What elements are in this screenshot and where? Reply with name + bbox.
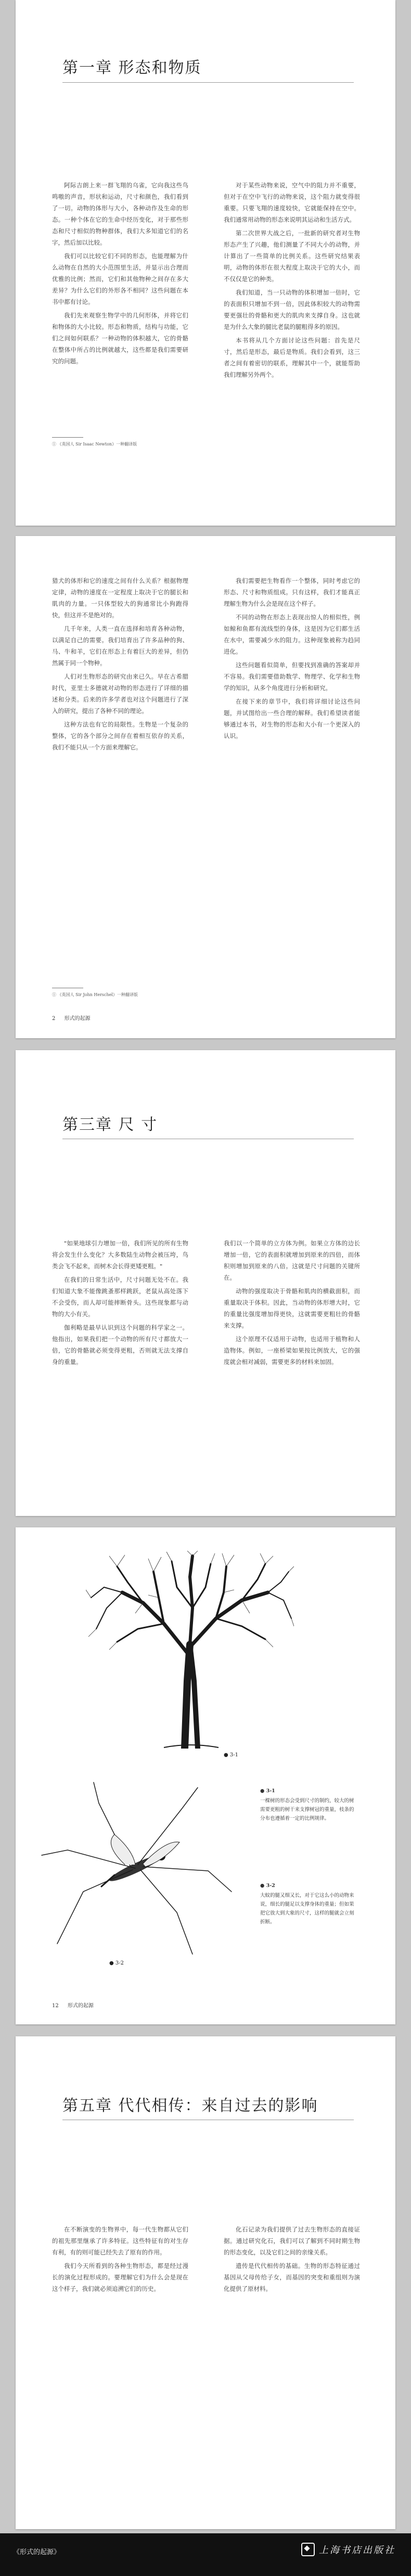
page-footer xyxy=(52,1014,91,1022)
paragraph: 化石记录为我们提供了过去生物形态的直接证据。通过研究化石，我们可以了解到不同时期生物的形态变化，以及它们之间的亲缘关系。 xyxy=(224,2226,360,2256)
page-5 xyxy=(16,2036,395,2529)
paragraph: 我们知道，当一只动物的体积增加一倍时，它的表面积只增加不到一倍，因此体积较大的动物需要更强壮的骨骼和更大的肌肉来支撑自身。这也就是为什么大象的腿比老鼠的腿粗得多的原因。 xyxy=(224,289,360,330)
paragraph: 动物的强度取决于骨骼和肌肉的横截面积，而重量取决于体积。因此，当动物的体形增大时，它的重量比强度增加得更快，这就需要更粗壮的骨骼来支撑。 xyxy=(224,1287,360,1329)
footnote: ① 《英国人 Sir Isaac Newton》一种翻译版 xyxy=(52,442,137,447)
footnote: ① 《英国人 Sir John Herschel》一种翻译版 xyxy=(52,992,138,997)
paragraph: 我们先来观察生物学中的几何形体，并将它们和物体的大小比较。形态和物质，结构与功能，它们之间如何联系？一种动物的体积越大，它的骨骼在整体中所占的比例就越大，这些都是我们需要研究的问题。 xyxy=(52,312,188,365)
tree-illustration xyxy=(86,1551,294,1749)
page-footer xyxy=(52,2001,94,2009)
column-left xyxy=(52,1238,188,1370)
paragraph: 我们需要把生物看作一个整体，同时考虑它的形态、尺寸和物质组成。只有这样，我们才能真正理解生物为什么会是现在这个样子。 xyxy=(224,577,360,607)
footer-bar xyxy=(0,2533,411,2576)
chapter-title: 第五章 代代相传：来自过去的影响 xyxy=(62,2097,318,2115)
crane-fly-illustration xyxy=(36,1772,234,1959)
paragraph: 第二次世界大战之后，一批新的研究者对生物形态产生了兴趣，他们测量了不同大小的动物，并计算出了一些简单的比例关系。这些研究结果表明，动物的体形在很大程度上取决于它的大小，而不仅仅是它的种类。 xyxy=(224,229,360,283)
page-number: 2 xyxy=(52,1016,56,1022)
paragraph: 阿际吉朗上来一群飞翔的乌雀，它向我这些鸟鸣嗷的声音，形状和运动，尺寸和颜色，我们看到了一切。动物的体形与大小，各种动作及生命的形态。一种个体在它的生命中经历变化，对于那些形态和尺寸相似的物种群体，我们大多知道它们的名字，然后加以比较。 xyxy=(52,182,188,246)
chapter-title: 第一章 形态和物质 xyxy=(62,59,202,77)
publisher-logo xyxy=(301,2543,395,2556)
paragraph: 人们对生物形态的研究由来已久。早在古希腊时代，亚里士多德就对动物的形态进行了详细的描述和分类。后来的许多学者也对这个问题进行了深入的研究，提出了各种不同的理论。 xyxy=(52,673,188,715)
paragraph: 这种方法也有它的局限性。生物是一个复杂的整体，它的各个部分之间存在着相互依存的关系，我们不能只从一个方面来理解它。 xyxy=(52,721,188,751)
book-title: 《形式的起源》 xyxy=(13,2548,61,2556)
paragraph: 这些问题看似简单，但要找到准确的答案却并不容易。我们需要借助数学、物理学、化学和生物学的知识，从多个角度进行分析和研究。 xyxy=(224,661,360,692)
side-note xyxy=(260,1881,356,1927)
side-note-text: 一棵树的形态会受到尺寸的制约，较大的树需要更粗的树干来支撑树冠的重量，枝条的分布也遵循着一定的比例规律。 xyxy=(260,1798,354,1821)
column-left xyxy=(52,2224,188,2297)
paragraph: 本书将从几个方面讨论这些问题：首先是尺寸，然后是形态，最后是物质。我们会看到，这三者之间有着密切的联系，理解其中一个，就能帮助我们理解另外两个。 xyxy=(224,337,360,378)
column-left xyxy=(52,575,188,755)
figure-caption: ● 3-2 xyxy=(109,1960,124,1966)
paragraph: 在我们的日常生活中，尺寸问题无处不在。我们知道大象不能像跳蚤那样跳跃，老鼠从高处落下不会受伤，而人却可能摔断骨头。这些现象都与动物的大小有关。 xyxy=(52,1276,188,1318)
figure-caption: ● 3-1 xyxy=(224,1752,239,1758)
paragraph: 我们可以比较它们不同的形态，也能理解为什么动物在自然的大小范围里生活，并显示出合理而优雅的比例；然而，它们和其他物种之间存在多大差异？为什么它们的外形各不相同？这些问题在本书中都有讨论。 xyxy=(52,252,188,305)
paragraph: 遗传是代代相传的基础。生物的形态特征通过基因从父母传给子女，而基因的突变和重组则为演化提供了原材料。 xyxy=(224,2262,360,2292)
footnote-rule xyxy=(52,437,83,438)
column-right xyxy=(224,180,360,382)
paragraph: 这个原理不仅适用于动物，也适用于植物和人造物体。例如，一座桥梁如果按比例放大，它的强度就会相对减弱，需要更多的材料来加固。 xyxy=(224,1335,360,1366)
side-note-head: ● 3-2 xyxy=(260,1883,275,1889)
column-right xyxy=(224,1238,360,1370)
paragraph: 伽利略是最早认识到这个问题的科学家之一。他指出，如果我们把一个动物的所有尺寸都放大一倍，它的骨骼就必须变得更粗，否则就无法支撑自身的重量。 xyxy=(52,1324,188,1366)
publisher-icon xyxy=(301,2543,315,2556)
paragraph: 对于某些动物来说，空气中的阻力并不重要，但对于在空中飞行的动物来说，这个阻力就变得很重要。只要飞翔的速度较快，它就能保持在空中。我们通常用动物的形态来说明其运动和生活方式。 xyxy=(224,182,360,223)
page-number: 12 xyxy=(52,2003,59,2009)
paragraph: 我们以一个简单的立方体为例。如果立方体的边长增加一倍，它的表面积就增加到原来的四倍，而体积则增加到原来的八倍。这就是尺寸问题的关键所在。 xyxy=(224,1240,360,1281)
page-3 xyxy=(16,1050,395,1516)
paragraph: "如果地球引力增加一倍，我们所见的所有生物将会发生什么变化？大多数陆生动物会被压垮，鸟类会飞不起来，而树木会长得更矮更粗。" xyxy=(52,1240,188,1270)
page-2 xyxy=(16,536,395,1038)
column-right xyxy=(224,2224,360,2297)
paragraph: 猎犬的体形和它的速度之间有什么关系？根据物理定律，动物的速度在一定程度上取决于它的腿长和肌肉的力量。一只体型较大的狗通常比小狗跑得快，但这并不是绝对的。 xyxy=(52,577,188,619)
running-head: 形式的起源 xyxy=(67,2003,94,2009)
side-note-head: ● 3-1 xyxy=(260,1788,275,1794)
paragraph: 我们今天所看到的各种生物形态，都是经过漫长的演化过程形成的。要理解它们为什么会是现在这个样子，我们就必须追溯它们的历史。 xyxy=(52,2262,188,2292)
paragraph: 在接下来的章节中，我们将详细讨论这些问题，并试图给出一些合理的解释。我们希望读者能够通过本书，对生物的形态和大小有一个更深入的认识。 xyxy=(224,698,360,739)
paragraph: 几千年来，人类一直在选择和培育各种动物，以满足自己的需要。我们培育出了许多品种的狗、马、牛和羊，它们在形态上有着巨大的差异，但仍然属于同一个物种。 xyxy=(52,625,188,667)
publisher-name: 上海书店出版社 xyxy=(319,2545,395,2556)
paragraph: 在不断演变的生物界中，每一代生物都从它们的祖先那里继承了许多特征。这些特征有的对生存有利，有的则可能已经失去了原有的作用。 xyxy=(52,2226,188,2256)
column-right xyxy=(224,575,360,744)
side-note xyxy=(260,1787,356,1823)
page-1 xyxy=(16,0,395,526)
column-left xyxy=(52,180,188,369)
running-head: 形式的起源 xyxy=(64,1016,91,1022)
chapter-title: 第三章 尺 寸 xyxy=(62,1116,158,1134)
paragraph: 不同的动物在形态上表现出惊人的相似性，例如鲸和鱼都有流线型的身体，这是因为它们都生活在水中，需要减少水的阻力。这种现象被称为趋同进化。 xyxy=(224,614,360,655)
title-rule xyxy=(62,82,354,83)
side-note-text: 大蚊的腿又细又长，对于它这么小的动物来说，细长的腿足以支撑身体的重量；但如果把它放大到大象的尺寸，这样的腿就会立刻折断。 xyxy=(260,1893,354,1925)
page-4 xyxy=(16,1527,395,2024)
